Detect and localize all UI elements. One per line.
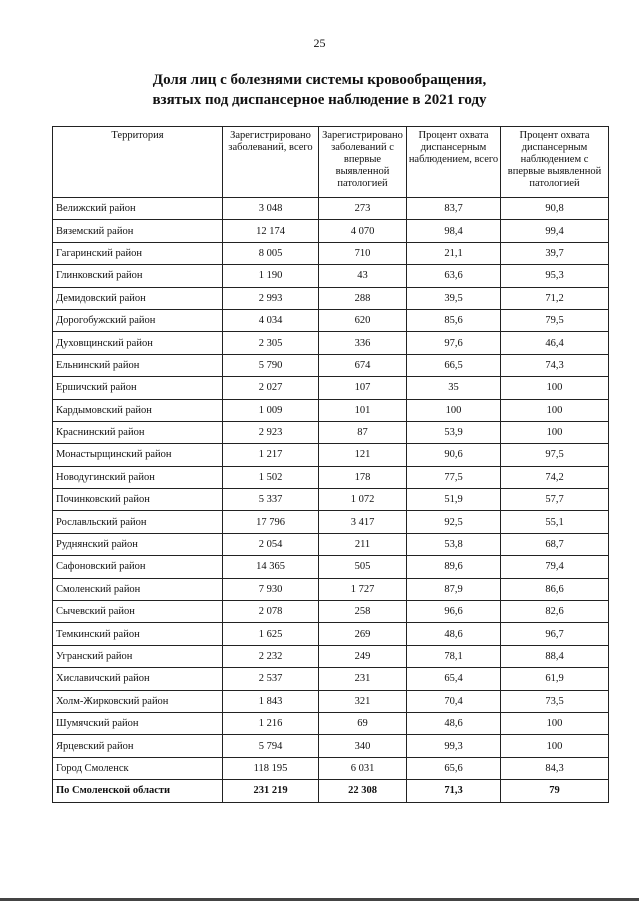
table-row (53, 623, 609, 645)
value-cell: 1 190 (223, 265, 319, 287)
value-cell: 39,5 (407, 287, 501, 309)
territory-cell: Смоленский район (53, 578, 223, 600)
value-cell: 90,8 (501, 198, 609, 220)
value-cell: 2 054 (223, 533, 319, 555)
territory-cell: Монастырщинский район (53, 444, 223, 466)
value-cell: 505 (319, 556, 407, 578)
value-cell: 87 (319, 421, 407, 443)
table-row (53, 712, 609, 734)
table-row (53, 578, 609, 600)
value-cell: 2 232 (223, 645, 319, 667)
territory-cell: Вяземский район (53, 220, 223, 242)
value-cell: 231 219 (223, 780, 319, 802)
table-row (53, 332, 609, 354)
table-row (53, 354, 609, 376)
table-row (53, 533, 609, 555)
value-cell: 78,1 (407, 645, 501, 667)
value-cell: 101 (319, 399, 407, 421)
value-cell: 5 790 (223, 354, 319, 376)
value-cell: 2 993 (223, 287, 319, 309)
value-cell: 43 (319, 265, 407, 287)
value-cell: 96,7 (501, 623, 609, 645)
value-cell: 1 502 (223, 466, 319, 488)
table-row (53, 421, 609, 443)
value-cell: 51,9 (407, 489, 501, 511)
territory-cell: Велижский район (53, 198, 223, 220)
value-cell: 90,6 (407, 444, 501, 466)
value-cell: 79,4 (501, 556, 609, 578)
table-row (53, 556, 609, 578)
value-cell: 53,8 (407, 533, 501, 555)
value-cell: 70,4 (407, 690, 501, 712)
value-cell: 39,7 (501, 242, 609, 264)
value-cell: 21,1 (407, 242, 501, 264)
value-cell: 22 308 (319, 780, 407, 802)
value-cell: 48,6 (407, 712, 501, 734)
value-cell: 1 625 (223, 623, 319, 645)
table-row (53, 466, 609, 488)
value-cell: 1 727 (319, 578, 407, 600)
value-cell: 84,3 (501, 757, 609, 779)
value-cell: 1 843 (223, 690, 319, 712)
table-row (53, 198, 609, 220)
value-cell: 710 (319, 242, 407, 264)
value-cell: 55,1 (501, 511, 609, 533)
value-cell: 8 005 (223, 242, 319, 264)
scan-bottom-edge (0, 898, 639, 901)
value-cell: 4 034 (223, 309, 319, 331)
table-body (53, 198, 609, 803)
value-cell: 107 (319, 377, 407, 399)
value-cell: 1 217 (223, 444, 319, 466)
territory-cell: Сафоновский район (53, 556, 223, 578)
territory-cell: Город Смоленск (53, 757, 223, 779)
column-header-registered-new: Зарегистрировано заболеваний с впервые выявленной патологией (319, 127, 407, 198)
table-row (53, 377, 609, 399)
value-cell: 35 (407, 377, 501, 399)
value-cell: 83,7 (407, 198, 501, 220)
table-row (53, 668, 609, 690)
value-cell: 79,5 (501, 309, 609, 331)
value-cell: 71,3 (407, 780, 501, 802)
value-cell: 100 (501, 377, 609, 399)
table-row (53, 287, 609, 309)
table-row (53, 511, 609, 533)
value-cell: 53,9 (407, 421, 501, 443)
table-row (53, 757, 609, 779)
value-cell: 66,5 (407, 354, 501, 376)
table-row (53, 645, 609, 667)
value-cell: 321 (319, 690, 407, 712)
table-row (53, 735, 609, 757)
table-total-row (53, 780, 609, 802)
table-row (53, 489, 609, 511)
value-cell: 269 (319, 623, 407, 645)
value-cell: 100 (501, 399, 609, 421)
value-cell: 46,4 (501, 332, 609, 354)
value-cell: 82,6 (501, 601, 609, 623)
territory-cell: Темкинский район (53, 623, 223, 645)
territory-cell: Ельнинский район (53, 354, 223, 376)
value-cell: 61,9 (501, 668, 609, 690)
value-cell: 74,2 (501, 466, 609, 488)
territory-cell: Гагаринский район (53, 242, 223, 264)
value-cell: 86,6 (501, 578, 609, 600)
value-cell: 1 009 (223, 399, 319, 421)
territory-cell: Новодугинский район (53, 466, 223, 488)
table-row (53, 444, 609, 466)
value-cell: 87,9 (407, 578, 501, 600)
title-line-1: Доля лиц с болезнями системы кровообращения, (152, 72, 487, 88)
table-header-row (53, 127, 609, 198)
title-line-2: взятых под диспансерное наблюдение в 2021 году (152, 92, 487, 108)
value-cell: 73,5 (501, 690, 609, 712)
table-row (53, 601, 609, 623)
value-cell: 100 (501, 421, 609, 443)
value-cell: 231 (319, 668, 407, 690)
value-cell: 4 070 (319, 220, 407, 242)
value-cell: 2 078 (223, 601, 319, 623)
value-cell: 2 027 (223, 377, 319, 399)
territory-cell: Рославльский район (53, 511, 223, 533)
value-cell: 48,6 (407, 623, 501, 645)
value-cell: 288 (319, 287, 407, 309)
value-cell: 674 (319, 354, 407, 376)
territory-cell: Демидовский район (53, 287, 223, 309)
value-cell: 97,5 (501, 444, 609, 466)
column-header-territory: Территория (53, 127, 223, 198)
value-cell: 69 (319, 712, 407, 734)
value-cell: 79 (501, 780, 609, 802)
value-cell: 273 (319, 198, 407, 220)
value-cell: 96,6 (407, 601, 501, 623)
column-header-coverage-new: Процент охвата диспансерным наблюдением с впервые выявленной патологией (501, 127, 609, 198)
table-row (53, 220, 609, 242)
value-cell: 68,7 (501, 533, 609, 555)
value-cell: 340 (319, 735, 407, 757)
value-cell: 89,6 (407, 556, 501, 578)
value-cell: 100 (407, 399, 501, 421)
page-number: 25 (313, 36, 326, 50)
value-cell: 92,5 (407, 511, 501, 533)
territory-cell: Руднянский район (53, 533, 223, 555)
value-cell: 65,4 (407, 668, 501, 690)
territory-cell: Починковский район (53, 489, 223, 511)
table-row (53, 265, 609, 287)
value-cell: 99,3 (407, 735, 501, 757)
value-cell: 57,7 (501, 489, 609, 511)
value-cell: 121 (319, 444, 407, 466)
territory-cell: Сычевский район (53, 601, 223, 623)
value-cell: 99,4 (501, 220, 609, 242)
value-cell: 5 337 (223, 489, 319, 511)
territory-cell: Шумячский район (53, 712, 223, 734)
territory-cell: Дорогобужский район (53, 309, 223, 331)
value-cell: 74,3 (501, 354, 609, 376)
territory-cell: Ершичский район (53, 377, 223, 399)
document-title (0, 70, 639, 110)
value-cell: 336 (319, 332, 407, 354)
value-cell: 2 537 (223, 668, 319, 690)
value-cell: 6 031 (319, 757, 407, 779)
value-cell: 12 174 (223, 220, 319, 242)
table-row (53, 399, 609, 421)
value-cell: 1 216 (223, 712, 319, 734)
territory-cell: Краснинский район (53, 421, 223, 443)
value-cell: 118 195 (223, 757, 319, 779)
value-cell: 258 (319, 601, 407, 623)
value-cell: 85,6 (407, 309, 501, 331)
value-cell: 5 794 (223, 735, 319, 757)
value-cell: 77,5 (407, 466, 501, 488)
value-cell: 14 365 (223, 556, 319, 578)
value-cell: 2 305 (223, 332, 319, 354)
territory-cell: По Смоленской области (53, 780, 223, 802)
table-row (53, 242, 609, 264)
value-cell: 17 796 (223, 511, 319, 533)
value-cell: 71,2 (501, 287, 609, 309)
territory-cell: Глинковский район (53, 265, 223, 287)
table-row (53, 690, 609, 712)
value-cell: 97,6 (407, 332, 501, 354)
column-header-coverage-total: Процент охвата диспансерным наблюдением, всего (407, 127, 501, 198)
statistics-table (52, 126, 609, 803)
territory-cell: Угранский район (53, 645, 223, 667)
column-header-registered-total: Зарегистрировано заболеваний, всего (223, 127, 319, 198)
value-cell: 63,6 (407, 265, 501, 287)
territory-cell: Духовщинский район (53, 332, 223, 354)
value-cell: 620 (319, 309, 407, 331)
value-cell: 211 (319, 533, 407, 555)
value-cell: 100 (501, 735, 609, 757)
territory-cell: Хиславичский район (53, 668, 223, 690)
value-cell: 95,3 (501, 265, 609, 287)
value-cell: 3 048 (223, 198, 319, 220)
value-cell: 1 072 (319, 489, 407, 511)
value-cell: 249 (319, 645, 407, 667)
value-cell: 98,4 (407, 220, 501, 242)
territory-cell: Холм-Жирковский район (53, 690, 223, 712)
territory-cell: Кардымовский район (53, 399, 223, 421)
territory-cell: Ярцевский район (53, 735, 223, 757)
value-cell: 65,6 (407, 757, 501, 779)
value-cell: 88,4 (501, 645, 609, 667)
value-cell: 2 923 (223, 421, 319, 443)
value-cell: 7 930 (223, 578, 319, 600)
table-row (53, 309, 609, 331)
value-cell: 178 (319, 466, 407, 488)
value-cell: 100 (501, 712, 609, 734)
value-cell: 3 417 (319, 511, 407, 533)
